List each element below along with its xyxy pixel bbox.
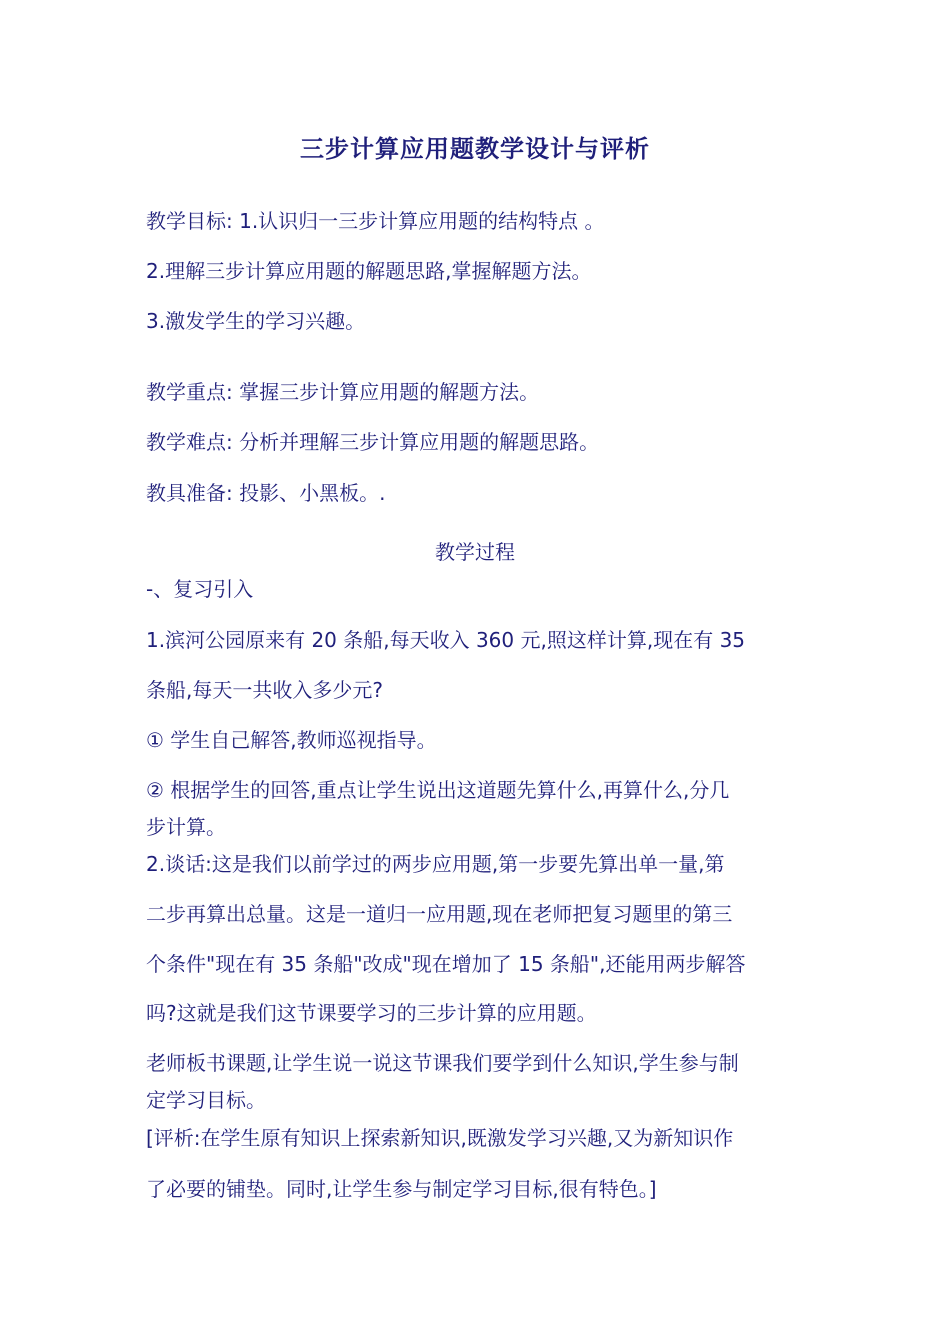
problem-line-1: 1.滨河公园原来有 20 条船,每天收入 360 元,照这样计算,现在有 35 [146, 628, 746, 652]
document-title: 三步计算应用题教学设计与评析 [300, 135, 650, 163]
step-2-line-2: 步计算。 [146, 815, 226, 839]
step-2-line-1: ② 根据学生的回答,重点让学生说出这道题先算什么,再算什么,分几 [146, 778, 730, 802]
teaching-goal-3: 3.激发学生的学习兴趣。 [146, 309, 366, 333]
teaching-goal-1: 教学目标: 1.认识归一三步计算应用题的结构特点 。 [146, 209, 605, 233]
blackboard-line-1: 老师板书课题,让学生说一说这节课我们要学到什么知识,学生参与制 [146, 1051, 739, 1075]
talk-line-4: 吗?这就是我们这节课要学习的三步计算的应用题。 [146, 1001, 597, 1025]
problem-line-2: 条船,每天一共收入多少元? [146, 678, 383, 702]
talk-line-1: 2.谈话:这是我们以前学过的两步应用题,第一步要先算出单一量,第 [146, 852, 725, 876]
teaching-goal-2: 2.理解三步计算应用题的解题思路,掌握解题方法。 [146, 259, 592, 283]
step-1: ① 学生自己解答,教师巡视指导。 [146, 728, 437, 752]
talk-line-2: 二步再算出总量。这是一道归一应用题,现在老师把复习题里的第三 [146, 902, 733, 926]
section-heading-process: 教学过程 [435, 540, 515, 564]
comment-line-2: 了必要的铺垫。同时,让学生参与制定学习目标,很有特色。] [146, 1177, 657, 1201]
comment-line-1: [评析:在学生原有知识上探索新知识,既激发学习兴趣,又为新知识作 [146, 1126, 734, 1150]
subsection-review: -、复习引入 [146, 577, 254, 601]
talk-line-3: 个条件"现在有 35 条船"改成"现在增加了 15 条船",还能用两步解答 [146, 952, 746, 976]
teaching-difficulty: 教学难点: 分析并理解三步计算应用题的解题思路。 [146, 430, 600, 454]
teaching-focus: 教学重点: 掌握三步计算应用题的解题方法。 [146, 380, 540, 404]
teaching-aids: 教具准备: 投影、小黑板。. [146, 481, 386, 505]
blackboard-line-2: 定学习目标。 [146, 1088, 266, 1112]
